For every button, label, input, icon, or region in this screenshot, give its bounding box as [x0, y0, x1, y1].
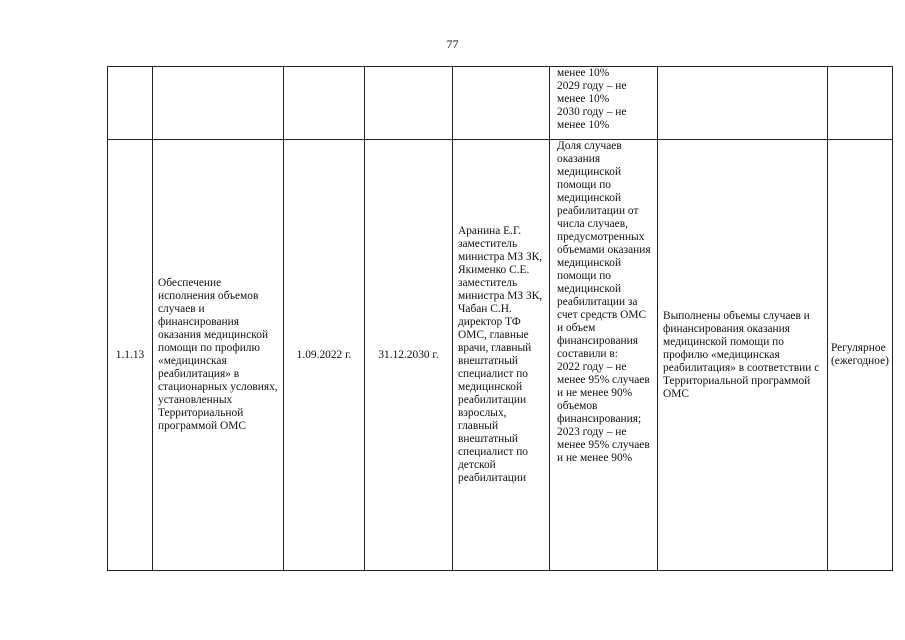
cell-indicator: менее 10% 2029 году – не менее 10% 2030 году – не менее 10%	[550, 67, 658, 140]
cell-end-date	[365, 67, 453, 140]
cell-start-date	[284, 67, 365, 140]
cell-result	[658, 67, 828, 140]
cell-indicator: Доля случаев оказания медицинской помощи по медицинской реабилитации от числа случаев, предусмотренных объемами оказания медицинской помощи по медицинской реабилитации за счет средств ОМС и объем финансирования составили в: 2022 году – не менее 95% случаев и не менее 90% объемов финансирования; 2023 году – не менее 95% случаев и не менее 90%	[550, 140, 658, 571]
cell-responsible	[453, 67, 550, 140]
table-row	[108, 140, 893, 571]
page-number: 77	[446, 37, 459, 51]
cell-responsible: Аранина Е.Г. заместитель министра МЗ ЗК, Якименко С.Е. заместитель министра МЗ ЗК, Чабан С.Н. директор ТФ ОМС, главные врачи, главный внештатный специалист по медицинской реабилитации взрослых, главный внештатный специалист по детской реабилитации	[453, 140, 550, 571]
cell-number: 1.1.13	[108, 140, 153, 571]
cell-end-date: 31.12.2030 г.	[365, 140, 453, 571]
cell-periodicity	[828, 67, 893, 140]
cell-start-date: 1.09.2022 г.	[284, 140, 365, 571]
table-row	[108, 67, 893, 140]
cell-number	[108, 67, 153, 140]
cell-measure: Обеспечение исполнения объемов случаев и финансирования оказания медицинской помощи по профилю «медицинская реабилитация» в стационарных условиях, установленных Территориальной программой ОМС	[153, 140, 284, 571]
cell-periodicity: Регулярное (ежегодное)	[828, 140, 893, 571]
cell-measure	[153, 67, 284, 140]
cell-result: Выполнены объемы случаев и финансирования оказания медицинской помощи по профилю «медицинская реабилитация» в соответствии с Территориальной программой ОМС	[658, 140, 828, 571]
measures-table	[107, 66, 893, 571]
